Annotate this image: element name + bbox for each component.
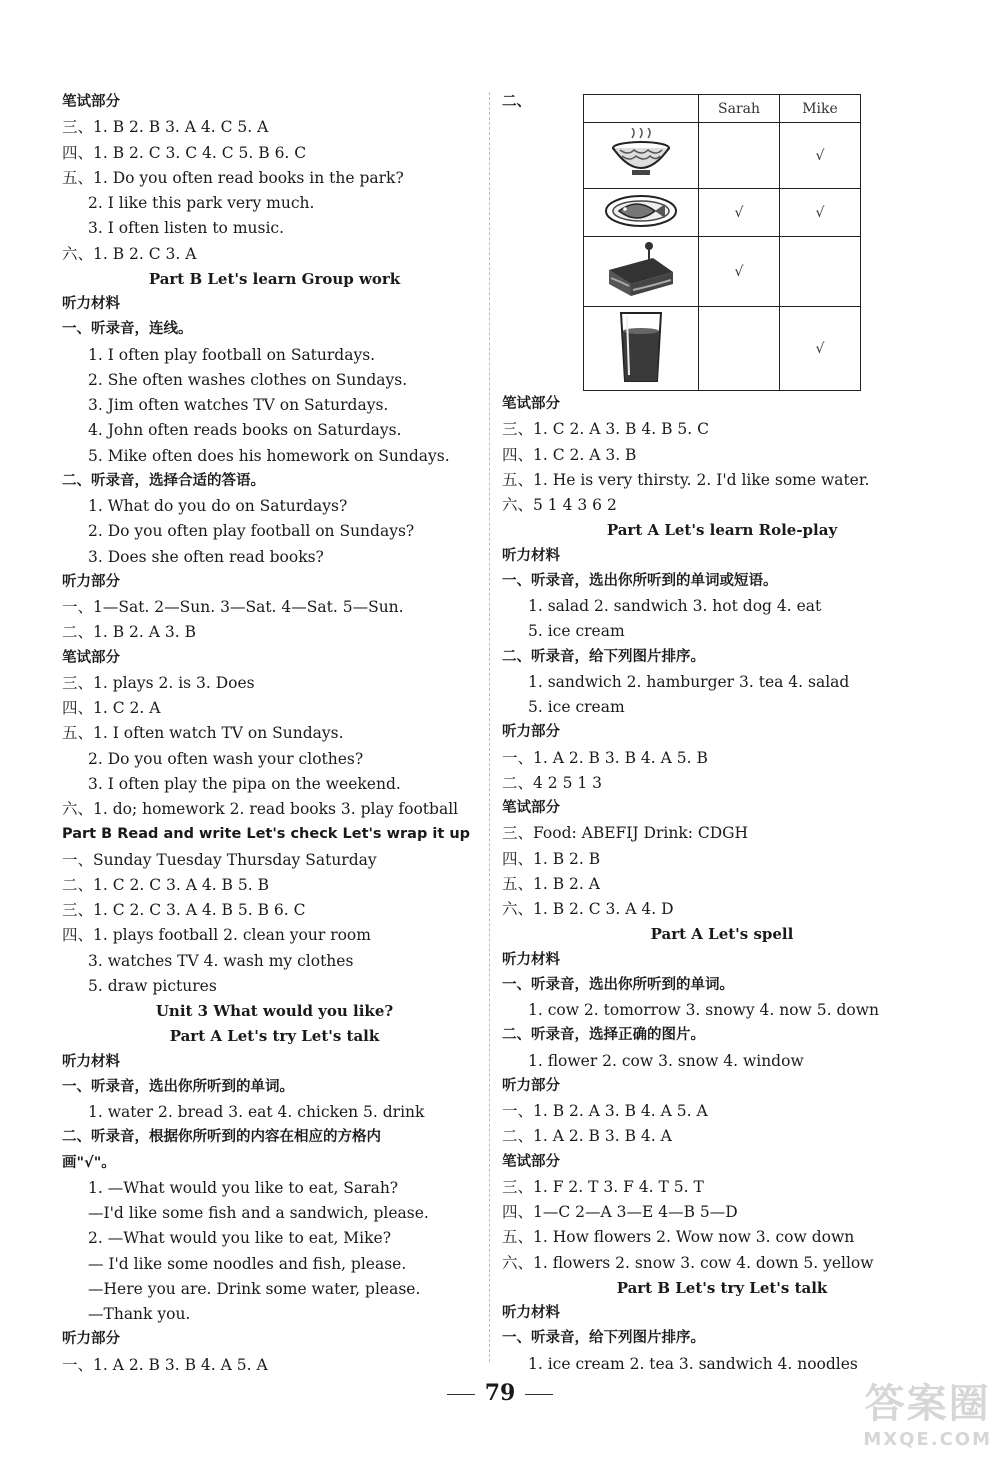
page-number-value: 79 — [484, 1380, 516, 1406]
right-line: 听力材料 — [502, 951, 560, 968]
right-line: Part A Let's learn Role-play — [606, 521, 838, 540]
sarah-cell: √ — [699, 237, 780, 307]
left-line: 一、听录音，连线。 — [62, 321, 193, 338]
left-line: 二、1. B 2. A 3. B — [62, 623, 196, 642]
left-line: 1. What do you do on Saturdays? — [88, 497, 348, 515]
right-line: 笔试部分 — [502, 396, 560, 412]
right-line: 一、1. A 2. B 3. B 4. A 5. B — [502, 748, 708, 767]
right-line: 五、1. B 2. A — [502, 874, 600, 893]
left-line: 一、1—Sat. 2—Sun. 3—Sat. 4—Sat. 5—Sun. — [62, 598, 404, 616]
fish-icon — [584, 189, 699, 237]
left-line: 5. draw pictures — [88, 976, 217, 995]
left-line: 听力材料 — [62, 1053, 120, 1070]
left-line: 三、1. B 2. B 3. A 4. C 5. A — [62, 118, 269, 137]
left-line: 3. watches TV 4. wash my clothes — [88, 951, 354, 970]
left-line: 二、1. C 2. C 3. A 4. B 5. B — [62, 875, 269, 894]
sarah-cell — [699, 123, 780, 189]
left-line: 听力部分 — [62, 573, 120, 590]
left-line: 2. Do you often play football on Sundays? — [88, 522, 415, 541]
right-line: Part A Let's spell — [650, 925, 794, 944]
left-line: Unit 3 What would you like? — [155, 1002, 394, 1020]
right-line: 二、4 2 5 1 3 — [502, 773, 603, 792]
right-line: 六、1. B 2. C 3. A 4. D — [502, 900, 674, 918]
left-line: 一、听录音，选出你所听到的单词。 — [62, 1078, 294, 1095]
watermark-logo: 答案圈 — [864, 1381, 991, 1427]
table-header-empty — [584, 95, 699, 123]
water-glass-icon — [584, 307, 699, 391]
right-line: 五、1. He is very thirsty. 2. I'd like some water. — [502, 470, 870, 489]
left-line: 3. Does she often read books? — [88, 547, 324, 566]
right-line: Part B Let's try Let's talk — [616, 1278, 828, 1297]
right-line: 六、1. flowers 2. snow 3. cow 4. down 5. yellow — [502, 1253, 874, 1272]
left-line: 五、1. I often watch TV on Sundays. — [62, 724, 344, 743]
left-line: 3. I often listen to music. — [88, 219, 285, 238]
mike-cell — [780, 237, 861, 307]
right-line: 二、听录音，选择正确的图片。 — [502, 1027, 705, 1044]
right-line: 四、1—C 2—A 3—E 4—B 5—D — [502, 1203, 738, 1221]
left-line: 2. Do you often wash your clothes? — [88, 749, 364, 768]
right-line: 1. salad 2. sandwich 3. hot dog 4. eat — [528, 597, 822, 615]
left-line: 4. John often reads books on Saturdays. — [88, 421, 402, 440]
right-line: 三、1. F 2. T 3. F 4. T 5. T — [502, 1177, 704, 1196]
noodles-icon — [584, 123, 699, 189]
left-line: 五、1. Do you often read books in the park? — [62, 168, 404, 187]
right-line: 1. flower 2. cow 3. snow 4. window — [528, 1051, 804, 1070]
left-line: 听力部分 — [62, 1331, 120, 1348]
right-line: 三、Food: ABEFIJ Drink: CDGH — [502, 824, 749, 843]
left-line: 四、1. C 2. A — [62, 699, 161, 717]
right-line: 笔试部分 — [502, 800, 560, 816]
right-line: 5. ice cream — [528, 698, 625, 716]
checklist-table — [583, 94, 861, 391]
left-line: 四、1. B 2. C 3. C 4. C 5. B 6. C — [62, 143, 307, 162]
right-line: 一、听录音，给下列图片排序。 — [502, 1330, 705, 1347]
left-line: 三、1. plays 2. is 3. Does — [62, 673, 255, 692]
right-line: 二、听录音，给下列图片排序。 — [502, 648, 705, 665]
page-number — [0, 1380, 1000, 1406]
left-line: 2. —What would you like to eat, Mike? — [88, 1229, 392, 1248]
right-line: 笔试部分 — [502, 1153, 560, 1170]
left-line: 笔试部分 — [62, 649, 120, 666]
table-header-mike: Mike — [780, 95, 861, 123]
table-label: 二、 — [502, 94, 531, 110]
left-line: 5. Mike often does his homework on Sundays. — [88, 446, 450, 465]
left-line: 画"√"。 — [62, 1154, 116, 1171]
right-line: 五、1. How flowers 2. Wow now 3. cow down — [502, 1228, 855, 1247]
left-line: 2. She often washes clothes on Sundays. — [88, 370, 408, 389]
left-line: Part B Let's learn Group work — [148, 269, 401, 288]
right-line: 听力材料 — [502, 1305, 560, 1321]
left-line: 一、Sunday Tuesday Thursday Saturday — [62, 850, 377, 869]
right-line: 一、1. B 2. A 3. B 4. A 5. A — [502, 1102, 708, 1120]
sarah-cell: √ — [699, 189, 780, 237]
right-line: 1. cow 2. tomorrow 3. snowy 4. now 5. down — [528, 1001, 879, 1019]
left-line: 笔试部分 — [62, 94, 120, 110]
right-line: 一、听录音，选出你所听到的单词或短语。 — [502, 572, 778, 589]
right-line: 1. sandwich 2. hamburger 3. tea 4. salad — [528, 672, 850, 691]
left-line: 六、1. B 2. C 3. A — [62, 244, 197, 263]
left-line: —Here you are. Drink some water, please. — [88, 1279, 421, 1298]
mike-cell: √ — [780, 123, 861, 189]
right-line: 听力部分 — [502, 1077, 560, 1094]
right-line: 5. ice cream — [528, 622, 625, 641]
right-line: 三、1. C 2. A 3. B 4. B 5. C — [502, 420, 709, 439]
watermark-site: MXQE.COM — [863, 1429, 992, 1450]
left-line: 三、1. C 2. C 3. A 4. B 5. B 6. C — [62, 901, 306, 919]
sandwich-icon — [584, 237, 699, 307]
left-line: — I'd like some noodles and fish, please. — [88, 1254, 407, 1273]
left-line: 六、1. do; homework 2. read books 3. play football — [62, 800, 459, 818]
left-line: Part A Let's try Let's talk — [169, 1027, 380, 1046]
right-line: 二、1. A 2. B 3. B 4. A — [502, 1127, 672, 1146]
left-line: 1. —What would you like to eat, Sarah? — [88, 1178, 399, 1197]
left-line: Part B Read and write Let's check Let's wrap it up — [62, 826, 471, 843]
table-header-sarah: Sarah — [699, 95, 780, 123]
left-line: 听力材料 — [62, 296, 120, 312]
mike-cell: √ — [780, 189, 861, 237]
page-number-dash-right — [525, 1394, 553, 1395]
watermark — [863, 1372, 992, 1450]
right-line: 六、5 1 4 3 6 2 — [502, 496, 617, 514]
left-line: —Thank you. — [88, 1305, 191, 1323]
sarah-cell — [699, 307, 780, 391]
page-number-dash-left — [447, 1394, 475, 1395]
left-line: 1. I often play football on Saturdays. — [88, 345, 376, 364]
left-line: —I'd like some fish and a sandwich, please. — [88, 1204, 429, 1222]
left-line: 二、听录音，选择合适的答语。 — [62, 472, 265, 489]
left-line: 二、听录音，根据你所听到的内容在相应的方格内 — [62, 1129, 381, 1146]
left-line: 1. water 2. bread 3. eat 4. chicken 5. drink — [88, 1103, 425, 1121]
right-line: 四、1. C 2. A 3. B — [502, 445, 637, 464]
right-line: 一、听录音，选出你所听到的单词。 — [502, 976, 734, 993]
left-line: 3. Jim often watches TV on Saturdays. — [88, 396, 389, 414]
right-line: 1. ice cream 2. tea 3. sandwich 4. noodles — [528, 1354, 858, 1373]
column-divider — [489, 92, 490, 1362]
right-line: 四、1. B 2. B — [502, 849, 601, 868]
left-line: 2. I like this park very much. — [88, 194, 315, 212]
left-line: 一、1. A 2. B 3. B 4. A 5. A — [62, 1355, 268, 1374]
right-line: 听力材料 — [502, 547, 560, 564]
right-line: 听力部分 — [502, 724, 560, 741]
mike-cell: √ — [780, 307, 861, 391]
left-line: 3. I often play the pipa on the weekend. — [88, 774, 401, 793]
left-line: 四、1. plays football 2. clean your room — [62, 926, 371, 945]
